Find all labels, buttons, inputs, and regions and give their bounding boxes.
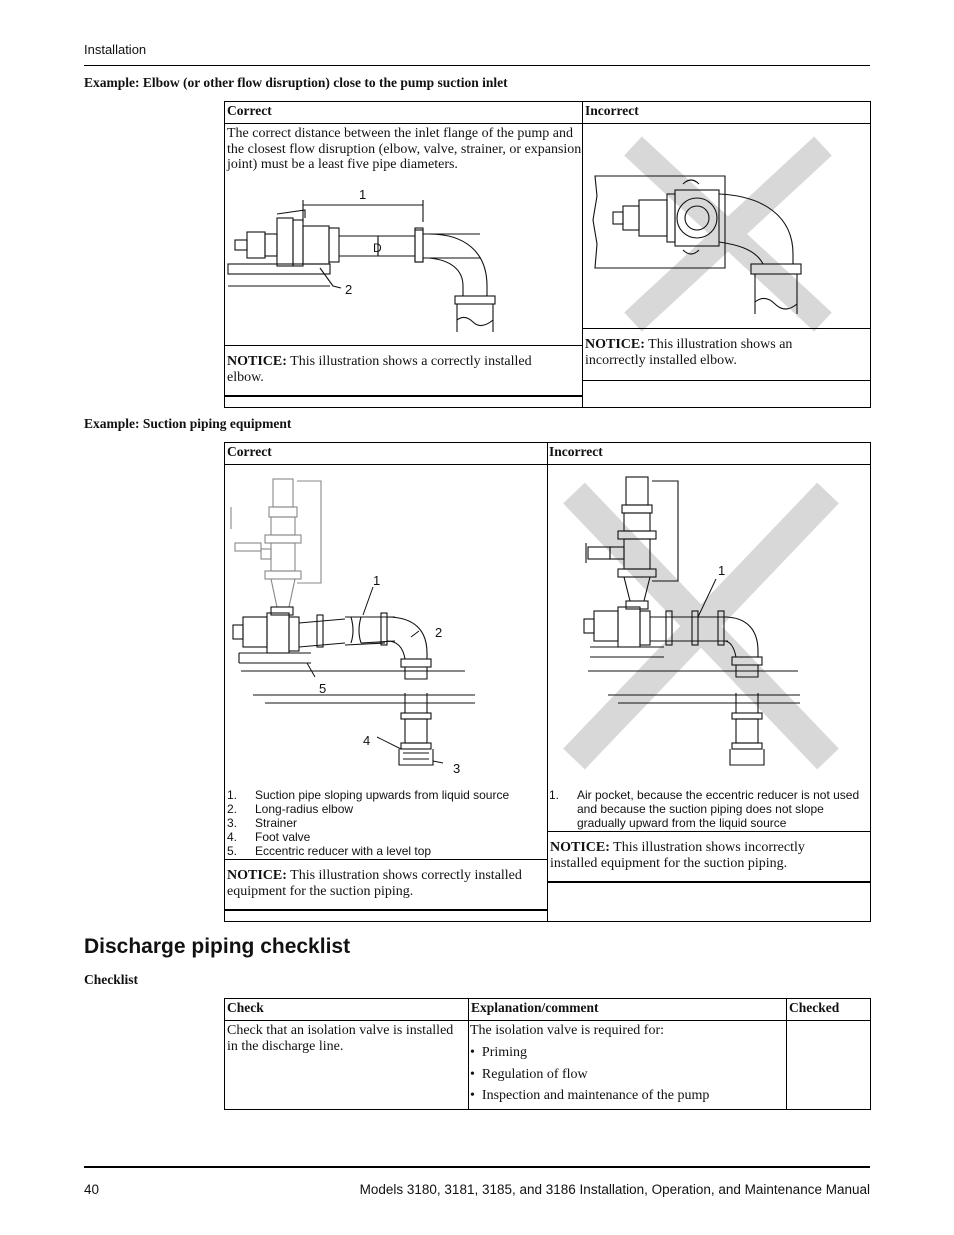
correct-elbow-illustration <box>225 182 581 332</box>
cross-mark-icon <box>633 146 823 322</box>
example1-incorrect-notice-rule-bottom <box>583 380 870 381</box>
callout-2: 2 <box>345 282 353 297</box>
example2-incorrect-notice <box>550 840 850 871</box>
incorrect-suction-illustration <box>548 467 870 789</box>
notice-label: NOTICE: <box>585 337 645 352</box>
example2-correct-notice-rule-bottom <box>225 909 547 911</box>
checklist-table <box>224 998 871 1110</box>
correct-legend <box>227 788 545 858</box>
checklist-header-rule <box>225 1020 870 1021</box>
example1-table <box>224 101 871 408</box>
example2-table <box>224 442 871 922</box>
bullet-item: • Priming <box>470 1045 528 1060</box>
example1-incorrect-notice <box>585 337 855 368</box>
checklist-row-bullets <box>470 1042 780 1107</box>
notice-label: NOTICE: <box>227 868 287 883</box>
example2-title: Example: Suction piping equipment <box>84 416 292 431</box>
cross-mark-icon <box>574 493 828 759</box>
bullet-item: • Regulation of flow <box>470 1066 588 1082</box>
callout-5: 5 <box>319 681 327 696</box>
example2-incorrect-notice-rule-bottom <box>548 881 870 883</box>
section-title: Discharge piping checklist <box>84 935 351 958</box>
checklist-header-checked: Checked <box>789 1000 840 1015</box>
example1-incorrect-notice-rule-top <box>583 328 870 329</box>
example2-col-incorrect: Incorrect <box>549 444 603 459</box>
footer-rule <box>84 1166 870 1168</box>
callout-d: D <box>373 241 382 255</box>
checklist-header-explanation: Explanation/comment <box>471 1000 599 1015</box>
example1-correct-notice-rule-top <box>225 345 582 346</box>
notice-text: This illustration shows incorrectly installed equipment for the suction piping. <box>550 840 805 871</box>
example1-title: Example: Elbow (or other flow disruption) close to the pump suction inlet <box>84 75 508 90</box>
callout-4: 4 <box>363 733 371 748</box>
legend-item: 5. Eccentric reducer with a level top <box>227 844 432 858</box>
notice-label: NOTICE: <box>550 840 610 855</box>
example1-col-correct: Correct <box>227 103 272 118</box>
correct-suction-illustration <box>225 467 545 789</box>
header-rule <box>84 65 870 66</box>
example1-correct-notice-rule-bottom <box>225 395 582 397</box>
callout-3: 3 <box>453 761 461 776</box>
notice-label: NOTICE: <box>227 354 287 369</box>
callout-1: 1 <box>373 573 381 588</box>
legend-item: 1. Suction pipe sloping upwards from liquid source <box>227 788 510 802</box>
example2-correct-notice-rule-top <box>225 859 547 860</box>
notice-text: This illustration shows a correctly installed elbow. <box>227 354 532 385</box>
example1-col-incorrect: Incorrect <box>585 103 639 118</box>
checklist-row-check: Check that an isolation valve is installed in the discharge line. <box>227 1023 454 1054</box>
manual-title: Models 3180, 3181, 3185, and 3186 Installation, Operation, and Maintenance Manual <box>359 1182 870 1197</box>
callout-1: 1 <box>718 563 726 578</box>
page-number: 40 <box>84 1182 100 1197</box>
example1-correct-notice <box>227 354 567 385</box>
legend-item: 4. Foot valve <box>227 830 311 844</box>
legend-item: 3. Strainer <box>227 816 298 830</box>
checklist-col-divider-1 <box>468 999 469 1109</box>
callout-1: 1 <box>359 187 367 202</box>
example2-correct-notice <box>227 868 527 899</box>
callout-2: 2 <box>435 625 443 640</box>
example2-col-correct: Correct <box>227 444 272 459</box>
checklist-row-explanation-intro: The isolation valve is required for: <box>470 1023 664 1038</box>
incorrect-legend <box>549 788 867 830</box>
running-header: Installation <box>84 42 147 57</box>
legend-item: 2. Long-radius elbow <box>227 802 354 816</box>
example1-correct-text: The correct distance between the inlet flange of the pump and the closest flow disruption (elbow, valve, strainer, or expansion joint) must be a least five pipe diameters. <box>227 126 582 172</box>
example2-incorrect-notice-rule-top <box>548 831 870 832</box>
notice-text: This illustration shows an incorrectly installed elbow. <box>585 337 793 368</box>
notice-text: This illustration shows correctly installed equipment for the suction piping. <box>227 868 522 899</box>
legend-item: 1. Air pocket, because the eccentric reducer is not used and because the suction piping does not slope gradually upward from the liquid source <box>549 788 860 830</box>
checklist-header-check: Check <box>227 1000 264 1015</box>
checklist-subtitle: Checklist <box>84 972 138 987</box>
incorrect-elbow-illustration <box>583 124 870 334</box>
checklist-col-divider-2 <box>786 999 787 1109</box>
bullet-item: • Inspection and maintenance of the pump <box>470 1088 710 1103</box>
